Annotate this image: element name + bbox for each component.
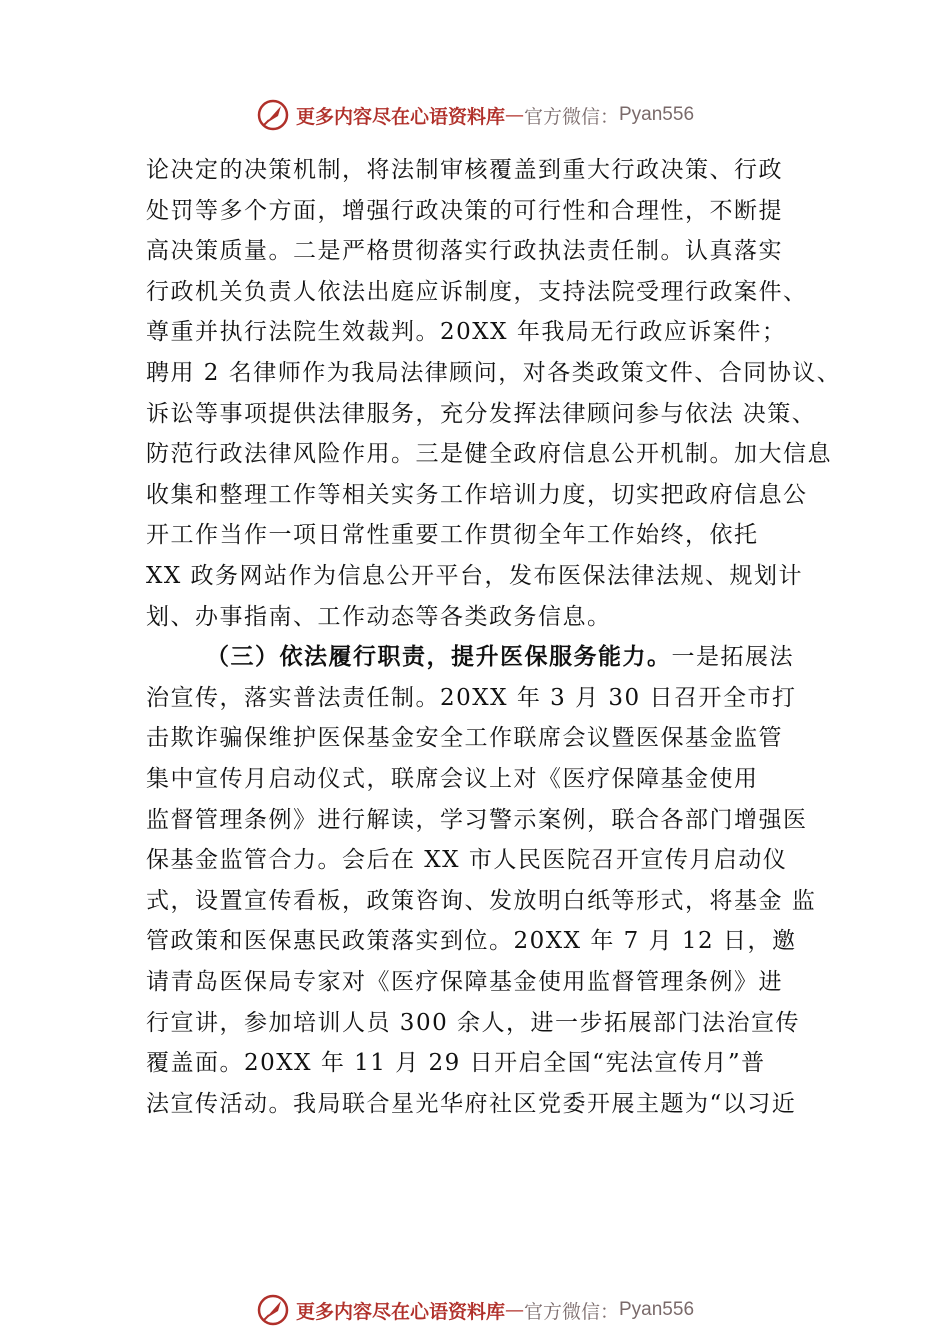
text-line: 击欺诈骗保维护医保基金安全工作联席会议暨医保基金监管 xyxy=(146,725,783,752)
text-line: 划、办事指南、工作动态等各类政务信息。 xyxy=(146,603,612,630)
quill-logo-icon xyxy=(256,98,290,132)
footer-banner xyxy=(0,1290,950,1330)
banner-wechat-label: 官方微信： xyxy=(523,1300,619,1323)
text-line: 行宣讲，参加培训人员 300 余人，进一步拓展部门法治宣传 xyxy=(146,1009,801,1036)
banner-wechat-id: Pyan556 xyxy=(619,1299,695,1320)
banner-dash: — xyxy=(504,1299,524,1321)
text-line: 覆盖面。20XX 年 11 月 29 日开启全国“宪法宣传月”普 xyxy=(146,1050,766,1077)
banner-library-name: 更多内容尽在心语资料库 xyxy=(295,1300,505,1323)
text-line xyxy=(206,637,794,677)
text-line: 保基金监管合力。会后在 XX 市人民医院召开宣传月启动仪 xyxy=(146,847,788,874)
quill-logo-icon xyxy=(256,1293,290,1327)
text-line: 尊重并执行法院生效裁判。20XX 年我局无行政应诉案件； xyxy=(146,319,787,346)
text-line: 式，设置宣传看板，政策咨询、发放明白纸等形式，将基金 监 xyxy=(146,887,817,914)
text-line: 防范行政法律风险作用。三是健全政府信息公开机制。加大信息 xyxy=(146,441,832,468)
text-line: 管政策和医保惠民政策落实到位。20XX 年 7 月 12 日，邀 xyxy=(146,928,797,955)
header-banner xyxy=(0,95,950,135)
text-line: 诉讼等事项提供法律服务，充分发挥法律顾问参与依法 决策、 xyxy=(146,400,817,427)
text-line: XX 政务网站作为信息公开平台，发布医保法律法规、规划计 xyxy=(146,563,804,589)
banner-wechat-id: Pyan556 xyxy=(619,104,695,125)
text-line: 收集和整理工作等相关实务工作培训力度，切实把政府信息公 xyxy=(146,481,808,508)
heading-tail-text: 一是拓展法 xyxy=(671,644,794,671)
text-line: 法宣传活动。我局联合星光华府社区党委开展主题为“以习近 xyxy=(146,1090,797,1117)
text-line: 请青岛医保局专家对《医疗保障基金使用监督管理条例》进 xyxy=(146,969,783,995)
banner-library-name: 更多内容尽在心语资料库 xyxy=(295,105,505,128)
text-line: 治宣传，落实普法责任制。20XX 年 3 月 30 日召开全市打 xyxy=(146,684,797,711)
text-line: 高决策质量。二是严格贯彻落实行政执法责任制。认真落实 xyxy=(146,238,783,265)
text-line: 处罚等多个方面，增强行政决策的可行性和合理性，不断提 xyxy=(146,197,783,224)
text-line: 行政机关负责人依法出庭应诉制度，支持法院受理行政案件、 xyxy=(146,278,808,305)
text-line: 集中宣传月启动仪式，联席会议上对《医疗保障基金使用 xyxy=(146,766,759,792)
section-heading: （三）依法履行职责，提升医保服务能力。 xyxy=(206,643,672,671)
text-line: 监督管理条例》进行解读，学习警示案例，联合各部门增强医 xyxy=(146,806,808,833)
text-line: 聘用 2 名律师作为我局法律顾问，对各类政策文件、合同协议、 xyxy=(146,360,842,386)
banner-dash: — xyxy=(504,104,524,126)
text-line: 开工作当作一项日常性重要工作贯彻全年工作始终，依托 xyxy=(146,522,759,549)
banner-wechat-label: 官方微信： xyxy=(523,105,619,128)
text-line: 论决定的决策机制，将法制审核覆盖到重大行政决策、行政 xyxy=(146,157,783,183)
